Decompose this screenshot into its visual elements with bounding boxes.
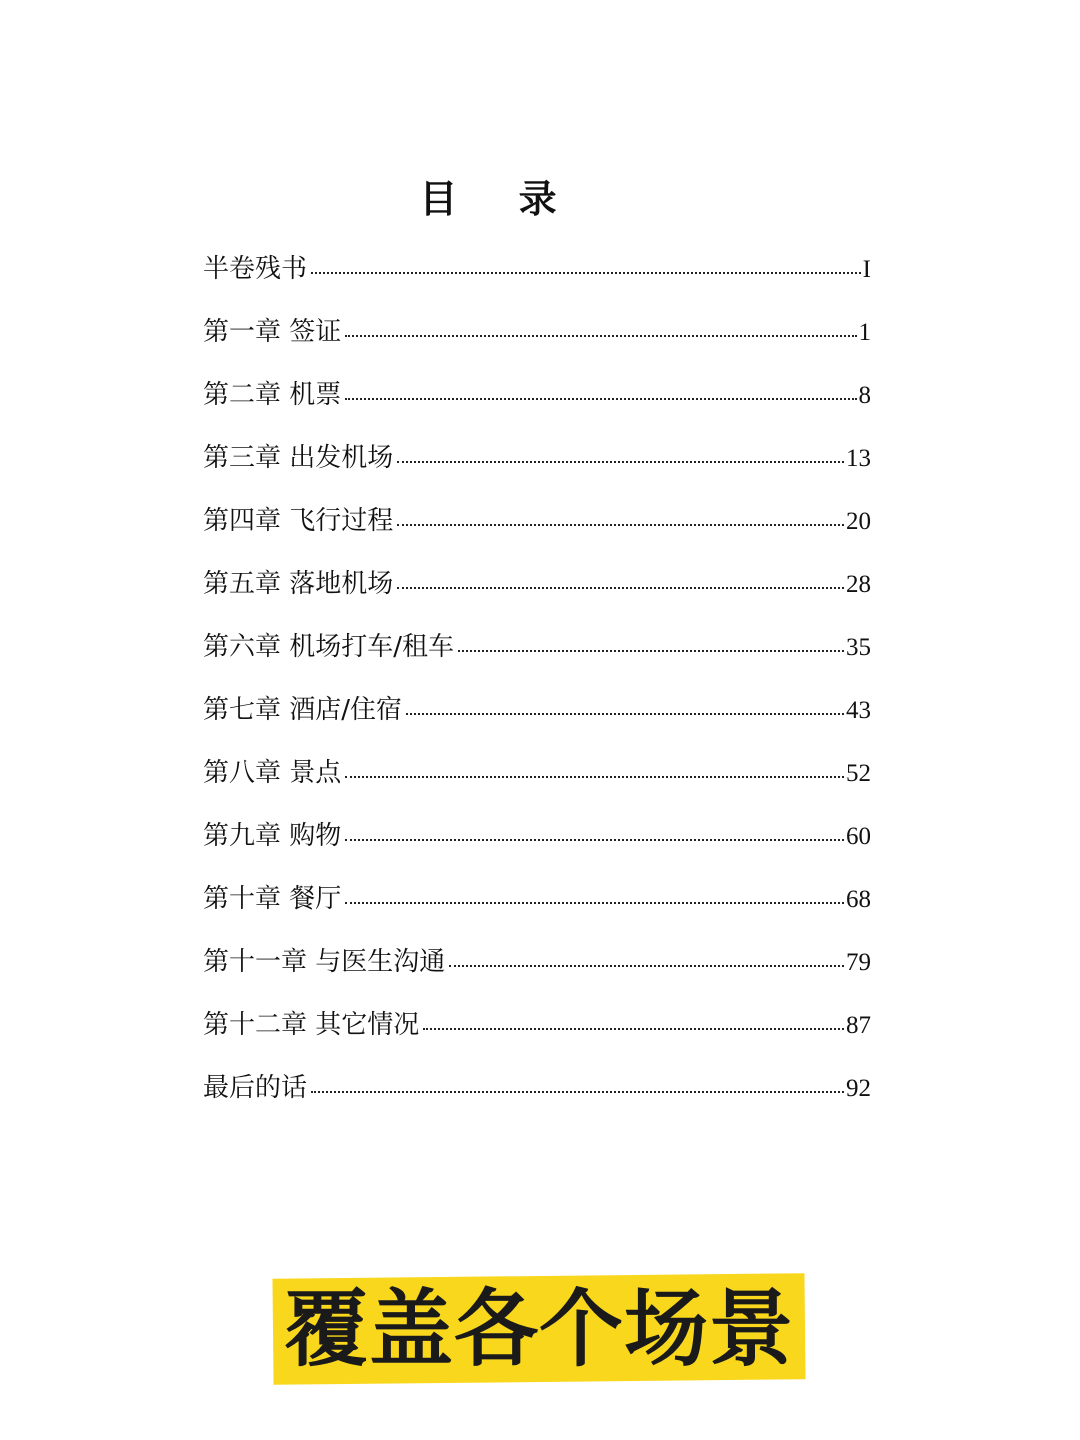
toc-entry-title: 半卷残书 xyxy=(203,254,308,284)
dot-leader xyxy=(311,1091,844,1093)
banner-caption: 覆盖各个场景 xyxy=(283,1280,794,1378)
dot-leader xyxy=(406,713,844,715)
toc-entry-title: 第五章 落地机场 xyxy=(203,569,394,599)
dot-leader xyxy=(449,965,844,967)
dot-leader xyxy=(397,461,844,463)
toc-entry-page: 68 xyxy=(846,886,871,913)
toc-entry-page: 43 xyxy=(846,697,871,724)
dot-leader xyxy=(397,587,844,589)
toc-entry-page: 13 xyxy=(846,445,871,472)
toc-entry-title: 第六章 机场打车/租车 xyxy=(203,632,455,662)
dot-leader xyxy=(345,902,844,904)
toc-entry xyxy=(203,684,871,747)
toc-entry xyxy=(203,306,871,369)
toc-entry-title: 第二章 机票 xyxy=(203,380,342,410)
toc-entry-page: 87 xyxy=(846,1012,871,1039)
toc-entry-page: 28 xyxy=(846,571,871,598)
toc-entry-page: 35 xyxy=(846,634,871,661)
toc-entry xyxy=(203,999,871,1062)
toc-entry-page: 79 xyxy=(846,949,871,976)
toc-entry-title: 第一章 签证 xyxy=(203,317,342,347)
toc-entry xyxy=(203,243,871,306)
toc-entry-page: 92 xyxy=(846,1075,871,1102)
dot-leader xyxy=(311,272,861,274)
toc-entry xyxy=(203,873,871,936)
toc-entry-title: 第四章 飞行过程 xyxy=(203,506,394,536)
toc-entry xyxy=(203,810,871,873)
toc-entry xyxy=(203,432,871,495)
toc-entry-title: 第十章 餐厅 xyxy=(203,884,342,914)
toc-entry-title: 第十一章 与医生沟通 xyxy=(203,947,446,977)
toc-entry xyxy=(203,621,871,684)
table-of-contents xyxy=(203,243,871,1125)
dot-leader xyxy=(423,1028,844,1030)
dot-leader xyxy=(345,839,844,841)
toc-entry-page: I xyxy=(862,256,871,283)
toc-entry-page: 60 xyxy=(846,823,871,850)
toc-entry xyxy=(203,495,871,558)
dot-leader xyxy=(345,335,856,337)
toc-entry xyxy=(203,369,871,432)
toc-entry xyxy=(203,936,871,999)
toc-entry-title: 第十二章 其它情况 xyxy=(203,1010,420,1040)
toc-entry-page: 1 xyxy=(858,319,871,346)
toc-entry-title: 最后的话 xyxy=(203,1073,308,1103)
dot-leader xyxy=(397,524,844,526)
page-title: 目 录 xyxy=(419,177,581,221)
toc-entry-page: 8 xyxy=(858,382,871,409)
toc-entry-title: 第八章 景点 xyxy=(203,758,342,788)
dot-leader xyxy=(458,650,844,652)
toc-entry xyxy=(203,558,871,621)
toc-entry xyxy=(203,747,871,810)
toc-entry xyxy=(203,1062,871,1125)
toc-entry-title: 第三章 出发机场 xyxy=(203,443,394,473)
dot-leader xyxy=(345,776,844,778)
toc-entry-title: 第九章 购物 xyxy=(203,821,342,851)
dot-leader xyxy=(345,398,856,400)
toc-entry-page: 20 xyxy=(846,508,871,535)
toc-entry-page: 52 xyxy=(846,760,871,787)
toc-entry-title: 第七章 酒店/住宿 xyxy=(203,695,403,725)
